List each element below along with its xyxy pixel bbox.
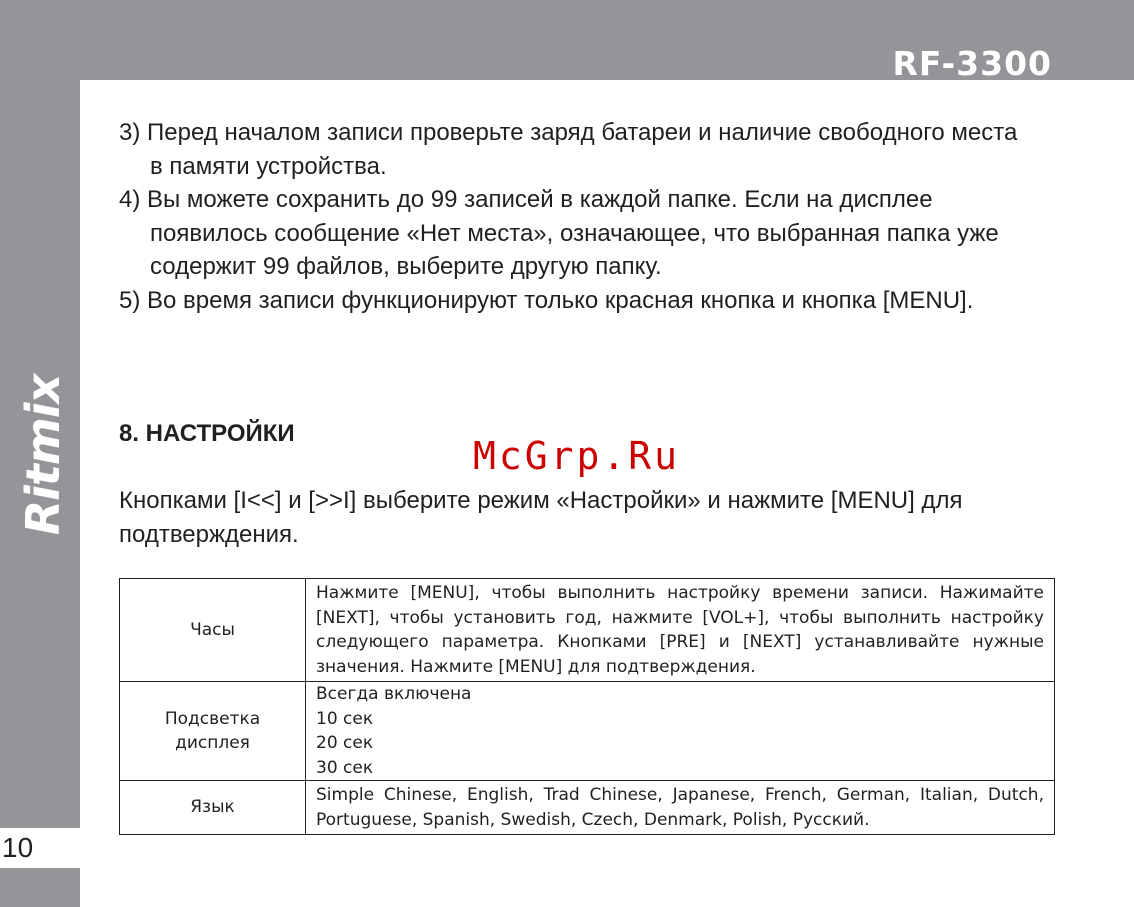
settings-table xyxy=(119,578,1055,835)
setting-name: Язык xyxy=(120,781,306,835)
page-number: 10 xyxy=(2,832,34,863)
watermark: McGrp.Ru xyxy=(473,434,681,478)
setting-name: Часы xyxy=(120,579,306,682)
section-heading: 8. НАСТРОЙКИ xyxy=(119,420,295,447)
option-item: 30 сек xyxy=(316,757,374,778)
setting-description: Нажмите [MENU], чтобы выполнить настройку времени записи. Нажимайте [NEXT], чтобы установить год, нажмите [VOL+], чтобы выполнить настройку следующего параметра. Кнопками [PRE] и [NEXT] устанавливайте нужные значения. Нажмите [MENU] для подтверждения. xyxy=(306,579,1055,682)
option-item: 10 сек xyxy=(316,708,374,729)
table-row xyxy=(120,579,1055,682)
section-intro: Кнопками [I<<] и [>>I] выберите режим «Настройки» и нажмите [MENU] для подтверждения. xyxy=(119,487,963,548)
setting-options xyxy=(306,682,1055,781)
table-row xyxy=(120,682,1055,781)
brand-logo: Ritmix xyxy=(16,374,70,536)
sidebar-footer-band xyxy=(0,868,80,907)
option-item: Всегда включена xyxy=(316,684,472,704)
model-name: RF-3300 xyxy=(892,44,1052,83)
setting-name-label: Подсветка дисплея xyxy=(164,708,261,753)
setting-description: Simple Chinese, English, Trad Chinese, Japanese, French, German, Italian, Dutch, Portuguese, Spanish, Swedish, Czech, Denmark, Polish, Русский. xyxy=(306,781,1055,835)
list-item: 4) Вы можете сохранить до 99 записей в каждой папке. Если на дисплее появилось сообщение «Нет места», означающее, что выбранная папка уже содержит 99 файлов, выберите другую папку. xyxy=(119,186,999,280)
list-item: 3) Перед началом записи проверьте заряд батареи и наличие свободного места в памяти устройства. xyxy=(119,119,1018,180)
option-item: 20 сек xyxy=(316,733,374,753)
table-row xyxy=(120,781,1055,835)
list-item: 5) Во время записи функционируют только красная кнопка и кнопка [MENU]. xyxy=(119,286,974,314)
instruction-list xyxy=(119,116,1019,317)
setting-name xyxy=(120,682,306,781)
